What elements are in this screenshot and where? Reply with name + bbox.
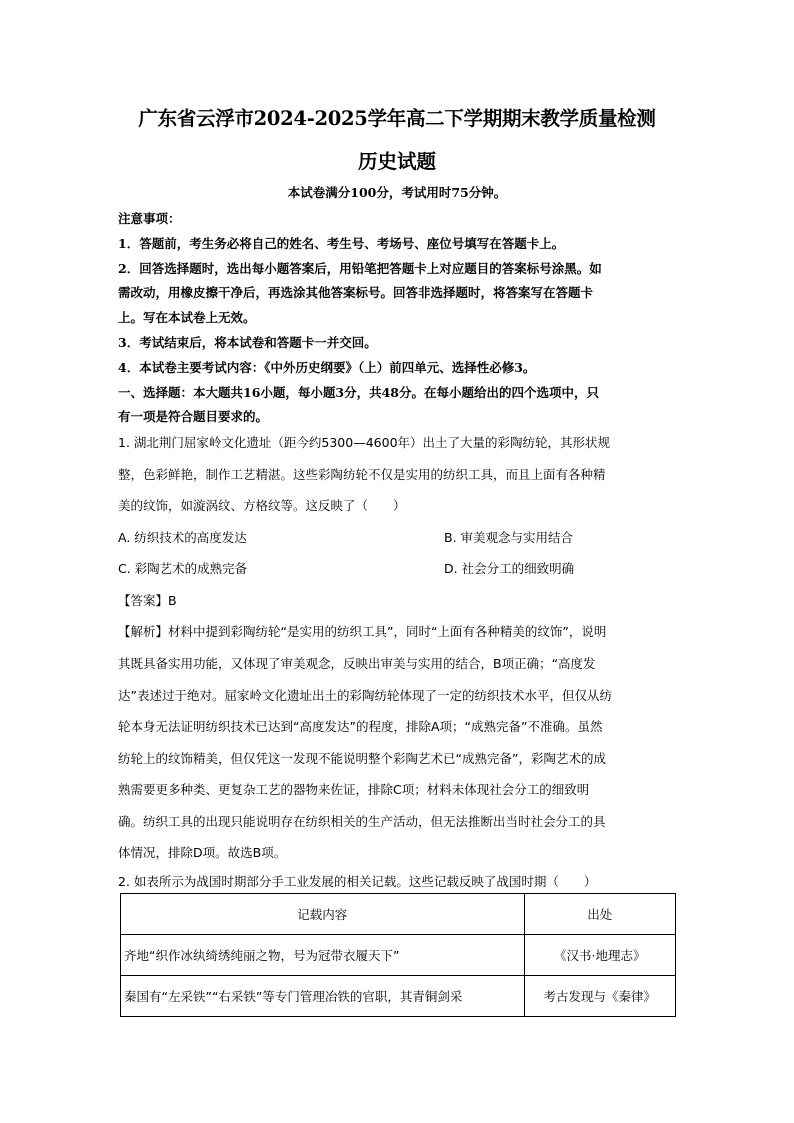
question-1-stem: 1. 湖北荆门屈家岭文化遗址（距今约5300—4600年）出土了大量的彩陶纺轮，其形状规 xyxy=(118,435,611,450)
question-1-option-d[interactable]: D. 社会分工的细致明确 xyxy=(444,561,575,576)
table-cell: 考古发现与《秦律》 xyxy=(524,976,675,1017)
question-1-analysis: 【解析】材料中提到彩陶纺轮“是实用的纺织工具”，同时“上面有各种精美的纹饰”，说明 xyxy=(118,624,607,639)
table-cell: 秦国有“左采铁”“右采铁”等专门管理冶铁的官职，其青铜剑采 xyxy=(121,976,525,1017)
question-1-analysis: 其既具备实用功能，又体现了审美观念，反映出审美与实用的结合，B项正确；“高度发 xyxy=(118,656,596,671)
section-heading-cont: 有一项是符合题目要求的。 xyxy=(118,409,269,424)
table-header-row xyxy=(121,894,676,935)
table-row xyxy=(121,935,676,976)
question-2-stem: 2. 如表所示为战国时期部分手工业发展的相关记载。这些记载反映了战国时期（ ） xyxy=(118,874,597,889)
section-heading: 一、选择题：本大题共16小题，每小题3分，共48分。在每小题给出的四个选项中，只 xyxy=(118,385,599,400)
question-1-analysis: 体情况，排除D项。故选B项。 xyxy=(118,845,287,860)
question-1-option-c[interactable]: C. 彩陶艺术的成熟完备 xyxy=(118,561,248,576)
exam-title: 广东省云浮市2024-2025学年高二下学期期末教学质量检测 xyxy=(138,107,656,130)
table-row xyxy=(121,976,676,1017)
notes-line: 需改动，用橡皮擦干净后，再选涂其他答案标号。回答非选择题时，将答案写在答题卡 xyxy=(118,285,594,300)
exam-meta: 本试卷满分100分，考试用时75分钟。 xyxy=(287,185,507,200)
table-header-cell: 出处 xyxy=(524,894,675,935)
question-1-analysis: 熟需要更多种类、更复杂工艺的器物来佐证，排除C项；材料未体现社会分工的细致明 xyxy=(118,782,590,797)
question-1-analysis: 确。纺织工具的出现只能说明存在纺织相关的生产活动，但无法推断出当时社会分工的具 xyxy=(118,814,606,829)
notes-line: 上。写在本试卷上无效。 xyxy=(118,310,256,325)
notes-line: 1．答题前，考生务必将自己的姓名、考生号、考场号、座位号填写在答题卡上。 xyxy=(118,236,565,251)
notes-heading: 注意事项： xyxy=(118,211,181,226)
question-1-analysis: 纺轮上的纹饰精美，但仅凭这一发现不能说明整个彩陶艺术已“成熟完备”，彩陶艺术的成 xyxy=(118,751,606,766)
question-2-table xyxy=(120,893,676,1017)
question-1-option-a[interactable]: A. 纺织技术的高度发达 xyxy=(118,530,247,545)
question-1-analysis: 轮本身无法证明纺织技术已达到“高度发达”的程度，排除A项；“成熟完备”不准确。虽然 xyxy=(118,719,603,734)
table-cell: 齐地“织作冰纨绮绣纯丽之物，号为冠带衣履天下” xyxy=(121,935,525,976)
notes-line: 4．本试卷主要考试内容：《中外历史纲要》（上）前四单元、选择性必修3。 xyxy=(118,360,536,375)
question-1-analysis: 达”表述过于绝对。屈家岭文化遗址出土的彩陶纺轮体现了一定的纺织技术水平，但仅从纺 xyxy=(118,688,612,703)
question-1-stem: 整，色彩鲜艳，制作工艺精湛。这些彩陶纺轮不仅是实用的纺织工具，而且上面有各种精 xyxy=(118,467,606,482)
question-1-option-b[interactable]: B. 审美观念与实用结合 xyxy=(444,530,574,545)
notes-line: 3．考试结束后，将本试卷和答题卡一并交回。 xyxy=(118,335,377,350)
table-cell: 《汉书·地理志》 xyxy=(524,935,675,976)
table-header-cell: 记载内容 xyxy=(121,894,525,935)
question-1-stem: 美的纹饰，如漩涡纹、方格纹等。这反映了（ ） xyxy=(118,498,406,513)
question-1-answer: 【答案】B xyxy=(118,593,177,608)
notes-line: 2．回答选择题时，选出每小题答案后，用铅笔把答题卡上对应题目的答案标号涂黑。如 xyxy=(118,261,602,276)
exam-subject: 历史试题 xyxy=(357,150,436,173)
